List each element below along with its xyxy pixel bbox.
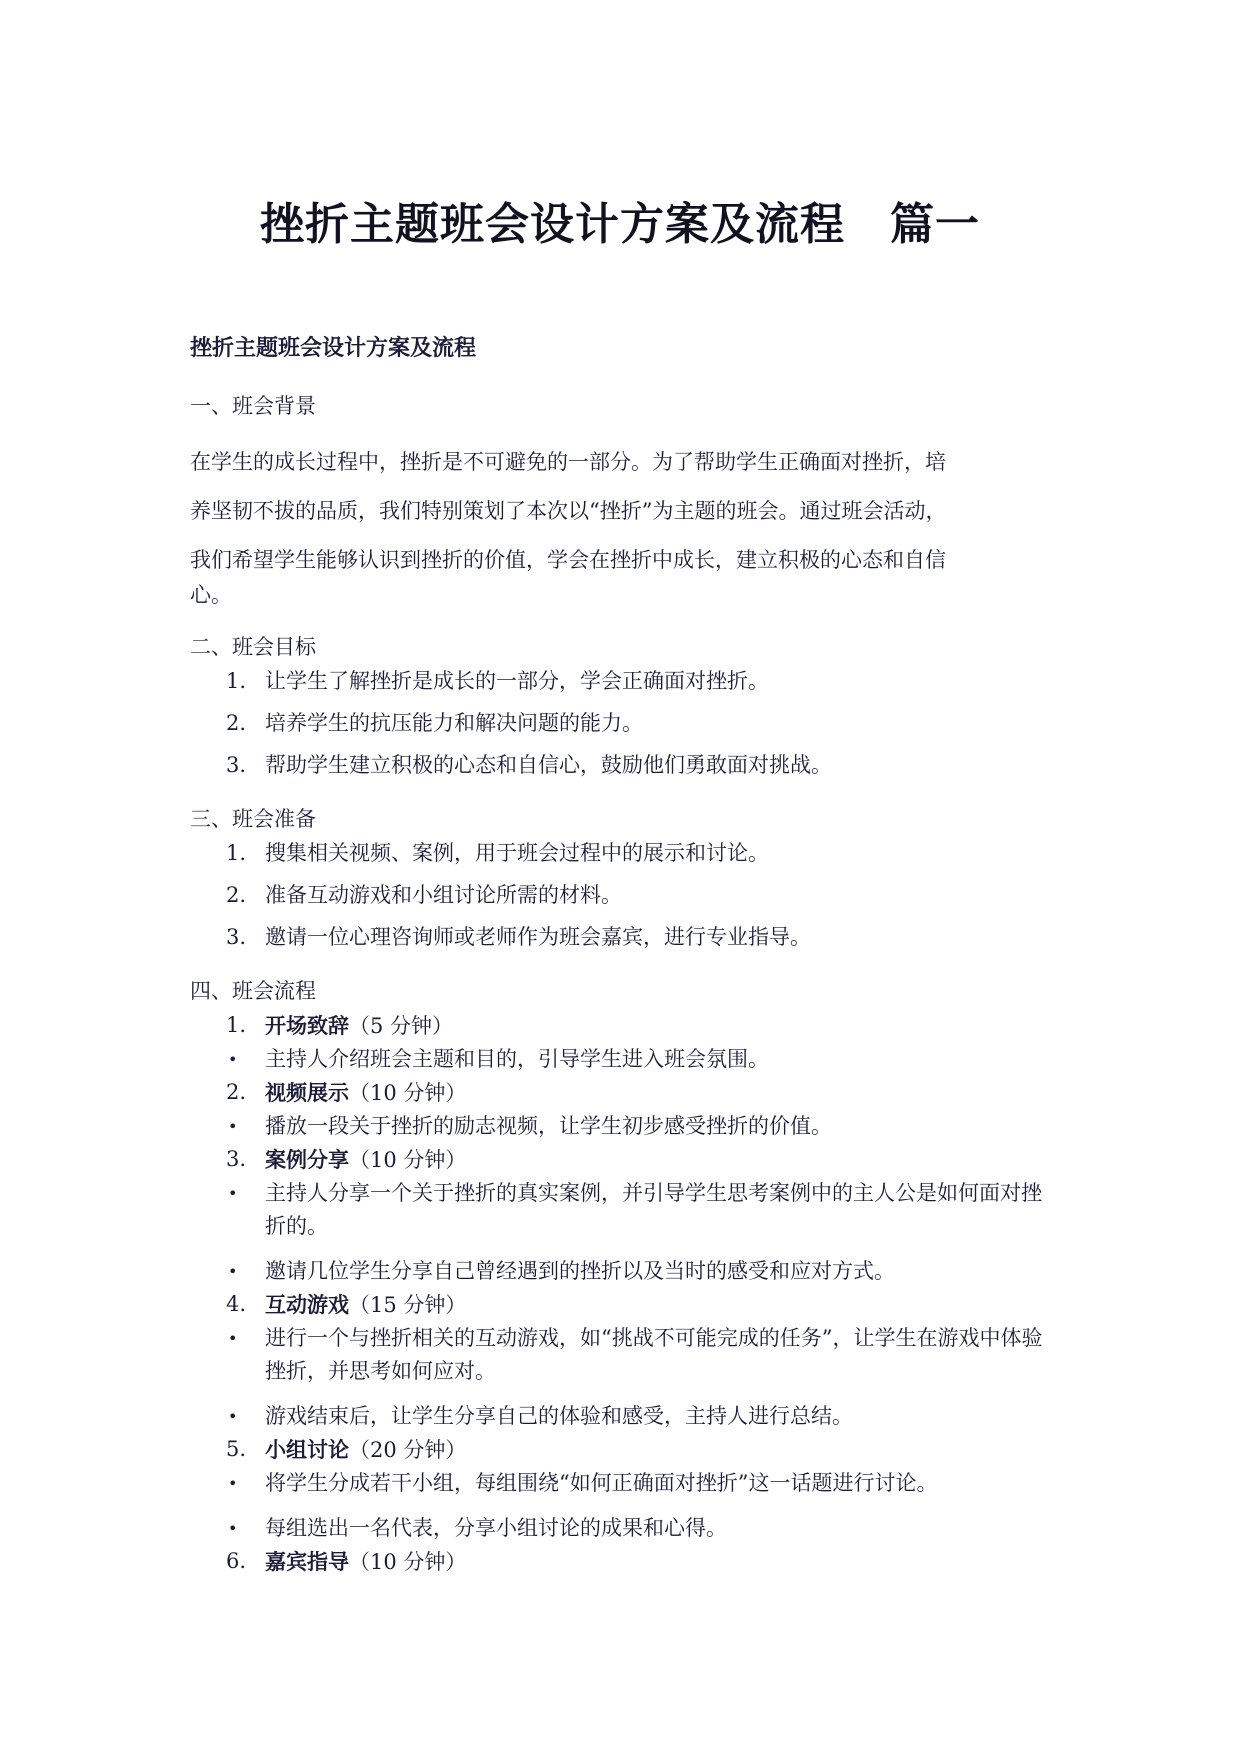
step-title: 案例分享 [265,1147,349,1172]
step-title: 开场致辞 [265,1013,349,1038]
bullet-text: 播放一段关于挫折的励志视频，让学生初步感受挫折的价值。 [265,1114,832,1138]
step-duration: （10 分钟） [349,1550,467,1574]
list-number: 2. [226,711,247,735]
step-item [190,1143,1060,1177]
step-title: 嘉宾指导 [265,1549,349,1574]
step-item [190,1433,1060,1467]
bullet-text: 主持人介绍班会主题和目的，引导学生进入班会氛围。 [265,1047,769,1071]
step-duration: （20 分钟） [349,1438,467,1462]
step-item [190,1288,1060,1322]
step-title: 互动游戏 [265,1292,349,1317]
list-item [190,879,1060,911]
preparation-list [190,837,1060,953]
step-bullet [190,1177,1060,1243]
paragraph-background [190,438,1060,611]
step-title: 小组讨论 [265,1437,349,1462]
step-item [190,1545,1060,1579]
step-bullet [190,1110,1060,1143]
procedure-list [190,1009,1060,1579]
document-body [190,330,1060,1599]
step-bullet [190,1322,1060,1388]
bullet-text: 将学生分成若干小组，每组围绕“如何正确面对挫折”这一话题进行讨论。 [265,1471,938,1495]
list-number: 2. [226,883,247,907]
bullet-icon: • [228,1329,238,1348]
goals-list [190,665,1060,781]
list-number: 4. [226,1292,247,1316]
heading-goals: 二、班会目标 [190,635,316,659]
step-bullet [190,1467,1060,1500]
step-title: 视频展示 [265,1080,349,1105]
bullet-icon: • [228,1117,238,1136]
paragraph-line: 养坚韧不拔的品质，我们特别策划了本次以“挫折”为主题的班会。通过班会活动， [190,499,947,523]
bullet-text: 进行一个与挫折相关的互动游戏，如“挑战不可能完成的任务”，让学生在游戏中体验挫折，并思考如何应对。 [265,1326,1043,1383]
section-subtitle: 挫折主题班会设计方案及流程 [190,335,477,361]
step-bullet [190,1512,1060,1545]
step-item [190,1076,1060,1110]
list-item [190,749,1060,781]
bullet-icon: • [228,1184,238,1203]
list-item [190,837,1060,869]
bullet-icon: • [228,1519,238,1538]
heading-preparation: 三、班会准备 [190,807,316,831]
list-item-text: 培养学生的抗压能力和解决问题的能力。 [265,711,643,735]
list-item-text: 帮助学生建立积极的心态和自信心，鼓励他们勇敢面对挑战。 [265,753,832,777]
step-item [190,1009,1060,1043]
list-item [190,707,1060,739]
step-bullet [190,1255,1060,1288]
step-duration: （15 分钟） [349,1293,467,1317]
list-item-text: 邀请一位心理咨询师或老师作为班会嘉宾，进行专业指导。 [265,925,811,949]
list-number: 1. [226,669,247,693]
list-number: 5. [226,1437,247,1461]
list-number: 3. [226,925,247,949]
bullet-icon: • [228,1407,238,1426]
list-number: 1. [226,1013,247,1037]
step-bullet [190,1400,1060,1433]
heading-background: 一、班会背景 [190,394,316,418]
bullet-text: 游戏结束后，让学生分享自己的体验和感受，主持人进行总结。 [265,1404,853,1428]
list-item [190,665,1060,697]
list-item-text: 让学生了解挫折是成长的一部分，学会正确面对挫折。 [265,669,769,693]
paragraph-line: 我们希望学生能够认识到挫折的价值，学会在挫折中成长，建立积极的心态和自信 [190,548,946,572]
list-item [190,921,1060,953]
step-duration: （10 分钟） [349,1148,467,1172]
paragraph-line: 心。 [190,583,232,607]
step-duration: （5 分钟） [349,1014,454,1038]
step-bullet [190,1043,1060,1076]
document-title: 挫折主题班会设计方案及流程 篇一 [260,199,980,250]
heading-procedure: 四、班会流程 [190,979,316,1003]
list-number: 2. [226,1080,247,1104]
bullet-icon: • [228,1262,238,1281]
bullet-text: 邀请几位学生分享自己曾经遇到的挫折以及当时的感受和应对方式。 [265,1259,895,1283]
list-item-text: 准备互动游戏和小组讨论所需的材料。 [265,883,622,907]
list-item-text: 搜集相关视频、案例，用于班会过程中的展示和讨论。 [265,841,769,865]
bullet-text: 主持人分享一个关于挫折的真实案例，并引导学生思考案例中的主人公是如何面对挫折的。 [265,1181,1042,1238]
paragraph-line: 在学生的成长过程中，挫折是不可避免的一部分。为了帮助学生正确面对挫折，培 [190,450,946,474]
list-number: 3. [226,1147,247,1171]
list-number: 6. [226,1549,247,1573]
bullet-text: 每组选出一名代表，分享小组讨论的成果和心得。 [265,1516,727,1540]
list-number: 3. [226,753,247,777]
bullet-icon: • [228,1474,238,1493]
list-number: 1. [226,841,247,865]
step-duration: （10 分钟） [349,1081,467,1105]
bullet-icon: • [228,1050,238,1069]
